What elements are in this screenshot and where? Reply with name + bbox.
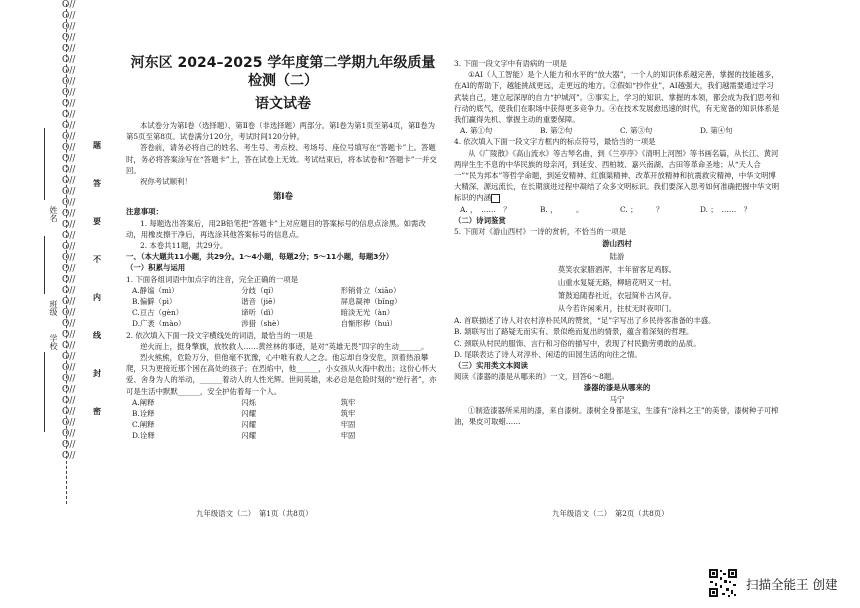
seal-char: 题: [93, 140, 101, 150]
q1-option: 谛听（dì）: [241, 308, 278, 318]
q2-option: 牢固: [340, 420, 356, 430]
q1-option: 形销骨立（xiāo）: [340, 285, 401, 295]
q5-option: D. 尾联表达了诗人对淳朴、闲适的田园生活的向往之情。: [454, 349, 642, 359]
article-author: 马宁: [609, 394, 625, 404]
q3-options: [454, 125, 780, 136]
q3-option: D. 第④句: [700, 126, 733, 136]
q1-option: D.广袤（mào）: [132, 319, 186, 329]
q3-option: A. 第①句: [460, 126, 493, 136]
q1-option: 自惭形秽（huì）: [340, 319, 397, 329]
page-one-footer: 九年级语文（二） 第1页（共8页）: [196, 509, 313, 518]
page-two-footer: 九年级语文（二） 第2页（共8页）: [552, 509, 669, 518]
q2-option: D.诠释: [132, 431, 155, 441]
intro-paragraph: 祝你考试顺利！: [140, 177, 192, 187]
scanner-watermark: 扫描全能王 创建: [746, 577, 838, 592]
q2-option: 筑牢: [340, 409, 356, 419]
q2-option: 闪烁: [241, 397, 257, 407]
q1-option: 涉猎（shè）: [241, 319, 284, 329]
intro-paragraph: 答卷前，请务必将自己的姓名、考生号、考点校、考场号、座位号填写在“答题卡”上。答题时，务必将答案涂写在“答题卡”上，答在试卷上无效。考试结束后，将本试卷和“答题卡”一并交回。: [126, 143, 437, 175]
q5-option: A. 首联描述了诗人对农村淳朴民风的赞赏，“足”字写出了乡民待客准备的丰盛。: [454, 316, 716, 326]
q1-option: 暗淡无光（àn）: [340, 308, 395, 318]
reading-intro: 阅读《漆器的漆是从哪来的》一文，回答6～8题。: [454, 372, 619, 382]
q1-options: [126, 285, 440, 330]
q1-option: C.亘古（gèn）: [132, 308, 184, 318]
sub-heading-poetry: （二）诗词鉴赏: [454, 215, 506, 225]
intro-paragraph: 本试卷分为第Ⅰ卷（选择题）、第Ⅱ卷（非选择题）两部分。第Ⅰ卷为第1页至第4页，第Ⅱ卷为第5页至第8页。试卷满分120分，考试时间120分钟。: [126, 121, 436, 142]
q5-option: B. 颔联写出了路疑无而实有、景似绝而复出的情景，蕴含着深刻的哲理。: [454, 327, 694, 337]
q4-options: [454, 204, 780, 215]
q2-option: 闪耀: [241, 431, 257, 441]
seal-char: 封: [93, 368, 101, 378]
name-field-label: 姓名: [49, 206, 58, 222]
notes-heading: 注意事项：: [126, 207, 163, 217]
section-juan-one: 第Ⅰ卷: [273, 191, 293, 202]
q2-option: 牢固: [340, 431, 356, 441]
q2-passage: 逆火而上，挺身擎旗，放牧救人……黄丝林的事迹，是对“英雄无畏”四字的生动______。: [140, 341, 429, 351]
poem-line: 山重水复疑无路，柳暗花明又一村。: [557, 278, 677, 288]
school-field-line: [44, 352, 45, 432]
binding-margin: [0, 0, 128, 552]
article-title: 漆器的漆是从哪来的: [583, 383, 651, 393]
poem-title: 游山西村: [602, 239, 632, 249]
q4-passage-text: 从《广陵散》《高山流水》等古琴名曲，到《兰亭序》《清明上河图》等书画名篇，从长江、黄河两岸生生不息的中华民族的母亲河，到延安、西柏坡、嘉兴南湖、古田等革命圣地；从“天人合一”“民为邦本”等哲学命题，到延安精神、红旗渠精神、改革开放精神和抗震救灾精神，中华文明博大精深、源远流长，在长期演进过程中凝结了众多文明标识。我们要深入思考如何准确把握中华文明标识的内涵: [454, 148, 780, 203]
question-3: 3. 下面一段文字中有语病的一项是: [454, 59, 567, 68]
school-field-label: 学校: [49, 334, 58, 350]
q4-option: D. ； …… ？: [700, 204, 752, 214]
q3-passage: ①AI（人工智能）是个人能力和水平的“放大器”，一个人的知识体系越完善，掌握的技能越多，在AI的帮助下，越能挑战更远，走更远的地方。②假如“抄作业”，AI越强大，我们越需要通过学习武装自己，建立起深厚的自力“护城河”。③事实上，学习的知识、掌握的本领，都会成为我们思考和行动的底气，使我们在职场中获得更多竞争力。④在技术发展愈迅速的时代，有无宽备的知识体系是我们赢得先机、掌握主动的重要保障。: [454, 70, 780, 125]
poem-line: 箫鼓追随春社近，衣冠简朴古风存。: [557, 291, 677, 301]
question-2: 2. 依次填入下面一段文字横线处的词语，最恰当的一项是: [126, 330, 313, 340]
exam-title: 河东区 2024–2025 学年度第二学期九年级质量检测（二）: [130, 55, 436, 89]
binding-zigzag: O//O//O//O//O//O//O//O//O//O//O//O//O//O//O//O//O//O//O//O//O//O//O//O//O//O//O//O//O//O//O//O//O//O//O//O//O//O//O//O//O//O//: [62, 0, 76, 461]
q4-option: A. ， …… ？: [460, 204, 511, 214]
note-item: 2. 本卷共11题，共29分。: [140, 241, 228, 251]
part-one-heading: 一、（本大题共11小题，共29分。1～4小题，每题2分；5～11小题，每题3分）: [126, 252, 394, 262]
q2-option: B.诠释: [132, 409, 155, 419]
q3-option: C. 第③句: [620, 126, 653, 136]
seal-char: 要: [93, 216, 101, 226]
poem-author: 陆游: [609, 252, 625, 262]
blank-box-icon: [491, 194, 500, 203]
seal-char: 密: [93, 406, 101, 416]
question-5: 5. 下面对《游山西村》一诗的赏析，不恰当的一项是: [454, 227, 626, 237]
q1-option: 屏息凝神（bǐng）: [340, 297, 402, 307]
question-4: 4. 依次填入下面一段文字方框内的标点符号，最恰当的一项是: [454, 137, 656, 147]
seal-char: 内: [93, 292, 101, 302]
q2-option: 筑牢: [340, 397, 356, 407]
class-field-label: 班级: [49, 300, 58, 316]
q5-option: C. 颈联从村民的服饰、言行和习俗的描写中，表现了村民勤劳勇敢的品质。: [454, 338, 701, 348]
q2-passage: 烈火熊熊，危险万分，但他毫不犹豫，心中唯有救人之念。他忘却自身安危，顶着热浪攀爬，只为更接近那个困在高处的孩子；在烈焰中，他______，小女孩从火海中救出；这份心怀大爱、舍身为人的举动，______着动人的人性光辉。世间英雄，未必总是危险时刻的“逆行者”，亦可是生活中默默______，安全护佑着每一个人。: [126, 353, 437, 396]
poem-line: 从今若许闲乘月，拄杖无时夜叩门。: [557, 304, 677, 314]
q1-option: B.偏僻（pì）: [132, 297, 177, 307]
poem-line: 莫笑农家腊酒浑，丰年留客足鸡豚。: [557, 265, 677, 275]
seal-char: 不: [93, 254, 101, 264]
q2-option: 闪耀: [241, 409, 257, 419]
sub-heading-accumulation: （一）积累与运用: [126, 263, 186, 273]
exam-subtitle: 语文试卷: [255, 96, 311, 112]
seal-char: 线: [93, 330, 101, 340]
class-field-line: [44, 236, 45, 294]
q2-option: 闪耀: [241, 420, 257, 430]
q2-options: [126, 397, 440, 442]
seal-strip: [78, 30, 118, 542]
article-paragraph: ①制造漆器所采用的漆，来自漆树。漆树全身都是宝，生漆有“涂料之王”的美誉，漆树种子可榨油，果皮可取蜡……: [454, 405, 779, 427]
q1-option: 谐音（jiē）: [241, 297, 280, 307]
q1-option: 分歧（qí）: [241, 285, 278, 295]
page-two: [454, 58, 780, 427]
q3-option: B. 第②句: [540, 126, 573, 136]
q2-option: C.阐释: [132, 420, 155, 430]
note-item: 1. 每题选出答案后，用2B铅笔把“答题卡”上对应题目的答案标号的信息点涂黑。如需改动，用橡皮擦干净后，再选涂其他答案标号的信息点。: [126, 218, 426, 239]
qr-code-icon: [708, 568, 738, 598]
question-1: 1. 下面各组词语中加点字的注音，完全正确的一项是: [126, 274, 298, 284]
q4-option: B. ， 。: [540, 204, 584, 214]
seal-char: 答: [93, 178, 101, 188]
sub-heading-reading: （三）实用类文本阅读: [454, 361, 528, 371]
q4-passage: [454, 148, 780, 204]
q2-option: A.阐释: [132, 397, 155, 407]
name-field-line: [44, 128, 45, 200]
q4-option: C. ； ？: [620, 204, 664, 214]
q1-option: A.静谧（mì）: [132, 285, 179, 295]
page-one: [126, 50, 440, 442]
